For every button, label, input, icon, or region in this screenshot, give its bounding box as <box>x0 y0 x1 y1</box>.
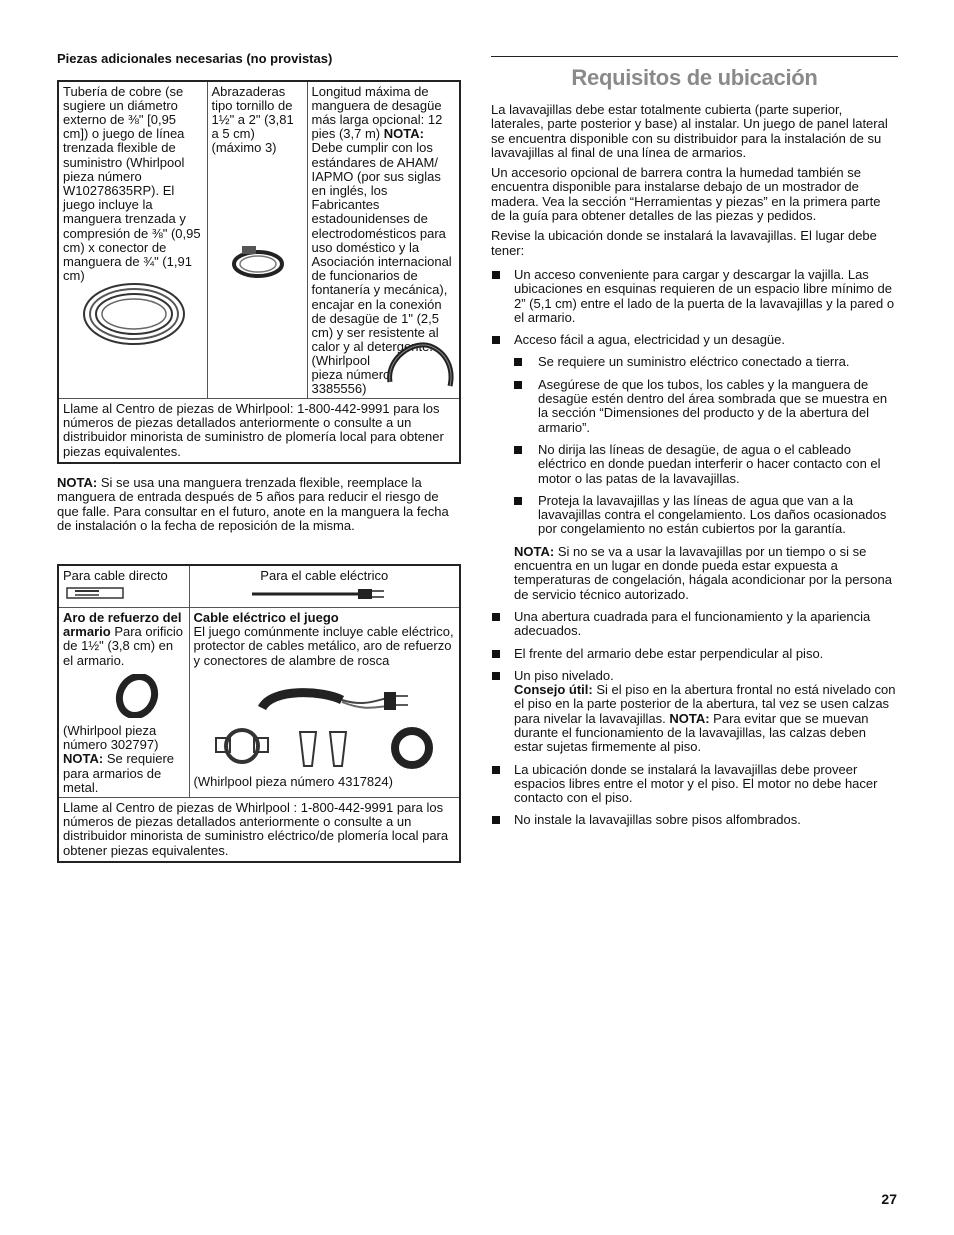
clamp-text: Abrazaderas tipo tornillo de 1½" a 2" (3,81 a 5 cm) (máximo 3) <box>211 83 294 156</box>
tip-label: Consejo útil: <box>514 682 593 698</box>
tip-text-b: Para evitar que se muevan durante el funcionamiento de la lavavajillas, las calzas deben estar sujetas firmemente al piso. <box>514 710 869 755</box>
power-cord-label: Para el cable eléctrico <box>260 568 389 584</box>
electrical-parts-table <box>57 564 461 862</box>
cord-kit-part: (Whirlpool pieza número 4317824) <box>193 773 393 789</box>
list-item: Una abertura cuadrada para el funcionamiento y la apariencia adecuados. <box>491 610 898 639</box>
grommet-part: (Whirlpool pieza número 302797) <box>63 722 159 753</box>
section-title: Requisitos de ubicación <box>571 65 818 90</box>
copper-tube-cell <box>58 81 207 399</box>
direct-wire-label: Para cable directo <box>63 568 168 584</box>
braided-hose-note <box>57 476 461 534</box>
grommet-nota-text: Se requiere para armarios de metal. <box>63 751 175 795</box>
section-rule <box>491 56 898 57</box>
page-number: 27 <box>881 1191 897 1207</box>
paragraph-3: Revise la ubicación donde se instalará la lavavajillas. El lugar debe tener: <box>491 228 877 258</box>
drain-hose-text-b: Debe cumplir con los estándares de AHAM/ IAPMO (por sus siglas en inglés, los Fabricantes estadounidenses de electrodomésticos para uso doméstico y la Asociación internacional de funcionarios de fontanería y mecánica), encajar en la conexión de desagüe de 1" (2,5 cm) y ser resistente al calor y al detergente. <box>311 140 452 355</box>
cord-kit-icon <box>212 678 452 774</box>
list-item: La ubicación donde se instalará la lavavajillas debe proveer espacios libres entre el motor y el piso. El motor no debe hacer contacto con el piso. <box>491 763 898 806</box>
tip-nota: NOTA: <box>669 710 710 726</box>
parts-heading: Piezas adicionales necesarias (no provistas) <box>57 51 333 66</box>
right-column <box>491 56 898 836</box>
drain-hose-icon <box>384 338 460 394</box>
freeze-note <box>491 545 898 602</box>
sub-list-item: No dirija las líneas de desagüe, de agua o el cableado eléctrico en donde puedan interferir o hacer contacto con el motor o las patas de la lavavajillas. <box>514 443 898 486</box>
electrical-footer: Llame al Centro de piezas de Whirlpool : 1-800-442-9991 para los números de piezas detallados anteriormente o consulte a un distribuidor minorista de suministro eléctrico/de plomería local para obtener piezas equivalentes. <box>58 797 460 861</box>
grommet-text: Para orificio de 1½" (3,8 cm) en el armario. <box>63 624 183 668</box>
paragraph-1: La lavavajillas debe estar totalmente cubierta (parte superior, laterales, parte posterior y base) al instalar. Un juego de panel lateral se encuentra disponible con su distribuidor para la instalación de su lavavajillas al final de una línea de armarios. <box>491 102 888 160</box>
grommet-part-block <box>63 724 187 795</box>
hose-clamp-icon <box>230 242 286 282</box>
copper-tube-text: Tubería de cobre (se sugiere un diámetro externo de ⅜" [0,95 cm]) o juego de línea trenzada flexible de suministro (Whirlpool pieza número W10278635RP). El juego incluye la manguera trenzada y compresión de ⅜" (0,95 cm) x conector de manguera de ¾" (1,91 cm) <box>63 83 201 284</box>
grommet-title: Aro de refuerzo del armario <box>63 609 182 640</box>
grommet-cell <box>58 607 189 797</box>
freeze-note-label: NOTA: <box>514 543 555 559</box>
list-item <box>491 333 898 537</box>
drain-hose-text-a: Longitud máxima de manguera de desagüe más larga opcional: 12 pies (3,7 m) <box>311 83 443 142</box>
note-label: NOTA: <box>57 474 98 490</box>
coiled-tube-icon <box>79 278 189 350</box>
cord-kit-cell <box>189 607 460 797</box>
drain-hose-nota: NOTA: <box>383 126 424 142</box>
tip-text-a: Si el piso en la abertura frontal no está nivelado con el piso en la parte posterior de la abertura, tal vez se usen calzas para nivelar la lavavajillas. <box>514 682 896 726</box>
list-item: No instale la lavavajillas sobre pisos alfombrados. <box>491 813 898 827</box>
grommet-icon <box>115 674 159 718</box>
power-cord-plug-icon <box>250 586 390 602</box>
list-item-text: Acceso fácil a agua, electricidad y un desagüe. <box>514 332 786 348</box>
sub-list-item: Se requiere un suministro eléctrico conectado a tierra. <box>514 355 898 369</box>
plumbing-footer: Llame al Centro de piezas de Whirlpool: 1-800-442-9991 para los números de piezas detallados anteriormente o consulte a un distribuidor minorista de suministro de plomería local para obtener piezas equivalentes. <box>58 399 460 463</box>
drain-hose-part: (Whirlpool pieza número 3385556) <box>311 352 391 396</box>
clamp-cell <box>207 81 307 399</box>
freeze-note-text: Si no se va a usar la lavavajillas por un tiempo o si se encuentra en un lugar en donde pueda estar expuesta a temperaturas de congelación, hágala acondicionar por la persona de servicio técnico autorizado. <box>514 543 892 602</box>
requirements-list <box>491 268 898 537</box>
paragraph-2: Un accesorio opcional de barrera contra la humedad también se encuentra disponible para instalarse debajo de un mostrador de madera. Vea la sección “Herramientas y piezas” en la primera parte de la guía para obtener detalles de las piezas y pedidos. <box>491 165 881 224</box>
list-item: El frente del armario debe estar perpendicular al piso. <box>491 647 898 661</box>
requirements-list-2 <box>491 610 898 828</box>
sub-list-item: Asegúrese de que los tubos, los cables y la manguera de desagüe estén dentro del área sombrada que se muestra en la sección “Dimensiones del producto y de la abertura del armario”. <box>514 378 898 435</box>
list-item <box>491 669 898 755</box>
plumbing-parts-table <box>57 80 461 464</box>
sub-list <box>514 355 898 536</box>
note-text: Si se usa una manguera trenzada flexible, reemplace la manguera de entrada después de 5 años para reducir el riesgo de que falle. Para consultar en el futuro, anote en la manguera la fecha de instalación o la fecha de reposición de la misma. <box>57 474 449 534</box>
grommet-nota: NOTA: <box>63 751 104 767</box>
cord-kit-title: Cable eléctrico el juego <box>193 609 339 625</box>
list-item: Un acceso conveniente para cargar y descargar la vajilla. Las ubicaciones en esquinas requieren de un espacio libre mínimo de 2” (5,1 cm) entre el lado de la puerta de la lavavajillas y la pared o el armario. <box>491 268 898 325</box>
sub-list-item: Proteja la lavavajillas y las líneas de agua que van a la lavavajillas contra el congelamiento. Los daños ocasionados por congelamiento no están cubiertos por la garantía. <box>514 494 898 537</box>
direct-wire-header <box>58 565 189 607</box>
power-cord-header <box>189 565 460 607</box>
drain-hose-cell <box>307 81 460 399</box>
list-item-text: Un piso nivelado. <box>514 667 614 683</box>
left-column <box>57 52 461 863</box>
cord-kit-text: El juego comúnmente incluye cable eléctrico, protector de cables metálico, aro de refuerzo y conectores de alambre de rosca <box>193 624 454 668</box>
direct-wire-icon <box>65 585 125 601</box>
